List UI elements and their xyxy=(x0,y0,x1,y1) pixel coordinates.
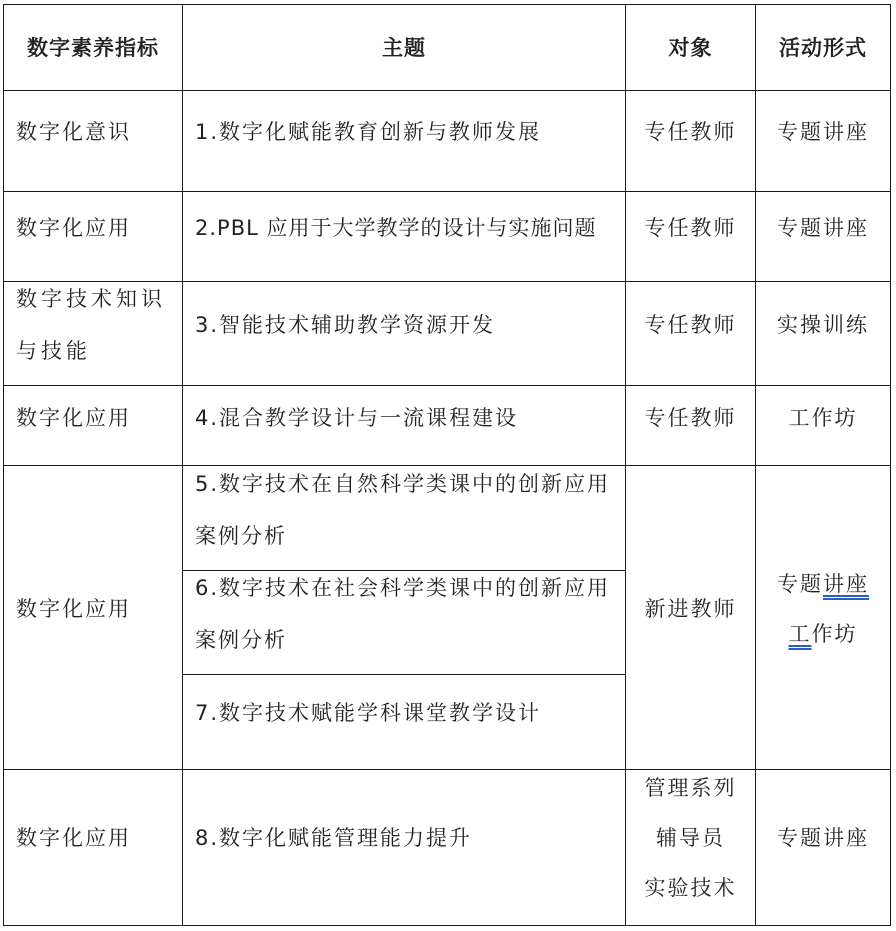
indicator-text: 数字技术知识与技能 xyxy=(16,287,166,363)
format-cell xyxy=(756,466,890,752)
format-cell: 实操训练 xyxy=(777,313,869,337)
header-format: 活动形式 xyxy=(779,35,867,60)
rule-right xyxy=(890,4,891,926)
format-cell: 专题讲座 xyxy=(777,216,869,240)
header-indicator: 数字素养指标 xyxy=(27,35,159,60)
indicator-cell: 数字化应用 xyxy=(16,216,131,240)
topic-cell: 3.智能技术辅助教学资源开发 xyxy=(195,313,496,337)
topic-cell: 1.数字化赋能教育创新与教师发展 xyxy=(195,119,542,144)
format-stack xyxy=(777,559,869,659)
topic-cell: 8.数字化赋能管理能力提升 xyxy=(195,826,473,850)
format-text-underlined: 工 xyxy=(788,622,812,646)
rule-col1 xyxy=(182,4,183,926)
format-cell: 工作坊 xyxy=(788,406,858,430)
target-cell: 专任教师 xyxy=(644,216,737,240)
topic-text: 5.数字技术在自然科学类课中的创新应用案例分析 xyxy=(195,472,611,548)
target-line: 实验技术 xyxy=(644,876,737,900)
target-cell: 专任教师 xyxy=(644,313,737,337)
topic-cell xyxy=(195,562,619,666)
header-target: 对象 xyxy=(668,35,713,60)
format-text: 专题 xyxy=(777,572,823,596)
topic-text: 6.数字技术在社会科学类课中的创新应用案例分析 xyxy=(195,576,611,652)
rule-left xyxy=(3,4,4,926)
header-topic: 主题 xyxy=(382,35,426,60)
indicator-cell: 数字化应用 xyxy=(16,597,131,621)
format-cell: 专题讲座 xyxy=(777,826,869,850)
format-text-underlined: 讲座 xyxy=(823,572,869,596)
topic-cell xyxy=(195,458,619,562)
target-cell: 专任教师 xyxy=(644,406,737,430)
target-line: 辅导员 xyxy=(656,826,725,850)
indicator-cell: 数字化意识 xyxy=(16,119,131,144)
target-cell: 新进教师 xyxy=(644,597,737,621)
topic-cell: 4.混合教学设计与一流课程建设 xyxy=(195,406,519,430)
topic-cell: 7.数字技术赋能学科课堂教学设计 xyxy=(195,701,542,725)
format-text: 作坊 xyxy=(811,622,858,646)
format-line xyxy=(777,559,869,609)
target-cell xyxy=(626,770,755,906)
indicator-cell xyxy=(16,273,176,377)
target-cell: 专任教师 xyxy=(644,119,737,144)
format-cell: 专题讲座 xyxy=(777,119,869,144)
target-stack xyxy=(645,763,737,913)
indicator-cell: 数字化应用 xyxy=(16,826,131,850)
target-line: 管理系列 xyxy=(644,776,737,800)
rule-bottom xyxy=(3,925,890,926)
indicator-cell: 数字化应用 xyxy=(16,406,131,430)
format-line xyxy=(789,609,858,659)
topic-cell: 2.PBL 应用于大学教学的设计与实施问题 xyxy=(195,216,597,240)
